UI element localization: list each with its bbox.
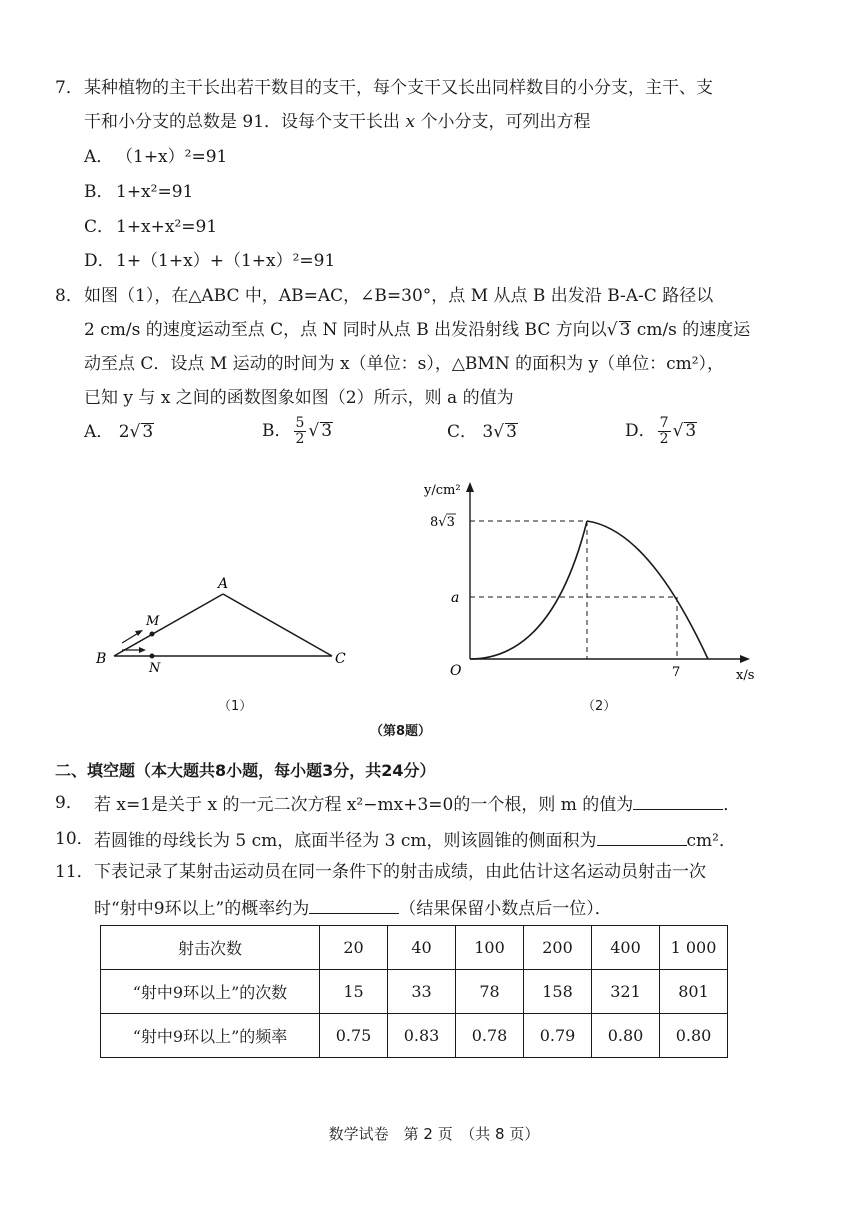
q8-option-d: D． $\frac{7}{2}$ √ 3 (625, 415, 697, 447)
fig1-caption: （1） (218, 699, 253, 714)
shooting-table (100, 925, 728, 1058)
curve-rise (470, 521, 587, 659)
q7-stem-1: 某种植物的主干长出若干数目的支干，每个支干又长出同样数目的小分支，主干、支 (84, 78, 713, 98)
q10-answer-blank[interactable] (597, 827, 687, 846)
label-a: A (218, 576, 229, 592)
q8-number: 8． (55, 286, 83, 306)
a-label: a (451, 590, 460, 606)
label-m: M (146, 614, 160, 629)
table-row: 射击次数 20 40 100 200 400 1 000 (101, 926, 728, 970)
label-b: B (96, 651, 107, 667)
x7-label: 7 (672, 665, 681, 680)
q8-option-c: C． 3√ 3 (447, 422, 517, 442)
section-title: 二、填空题（本大题共8小题，每小题3分，共24分） (55, 761, 436, 780)
origin-label: O (450, 663, 462, 679)
x-axis-label: x/s (736, 668, 755, 683)
q11-answer-blank[interactable] (309, 895, 399, 914)
table-row: “射中9环以上”的次数 15 33 78 158 321 801 (101, 970, 728, 1014)
y-axis-label: y/cm² (424, 483, 461, 498)
point-m (150, 632, 155, 637)
label-c: C (335, 651, 346, 667)
q8-option-a: A． 2√ 3 (84, 422, 154, 442)
fig2-caption: （2） (582, 699, 617, 714)
q9-answer-blank[interactable] (633, 791, 723, 810)
q7-stem-2a: 干和小分支的总数是 91．设每个支干长出 (84, 112, 406, 132)
q8-figure-caption: （第8题） (370, 724, 432, 739)
q7-var: x (405, 112, 416, 132)
point-n (150, 654, 155, 659)
curve-fall (587, 521, 708, 659)
q7-stem-2b: 个小分支，可列出方程 (415, 112, 591, 132)
q7-number: 7． (55, 78, 83, 98)
edge-ba (114, 594, 223, 656)
edge-ac (223, 594, 332, 656)
table-row: “射中9环以上”的频率 0.75 0.83 0.78 0.79 0.80 0.80 (101, 1014, 728, 1058)
label-n: N (149, 661, 161, 676)
page-footer: 数学试卷 第 2 页 （共 8 页） (328, 1125, 540, 1143)
q8-option-b: B． $\frac{5}{2}$ √ 3 (262, 415, 333, 447)
figure-graph (410, 478, 765, 688)
ymax-label: 8√3 (430, 515, 455, 530)
figure-triangle (90, 570, 360, 680)
